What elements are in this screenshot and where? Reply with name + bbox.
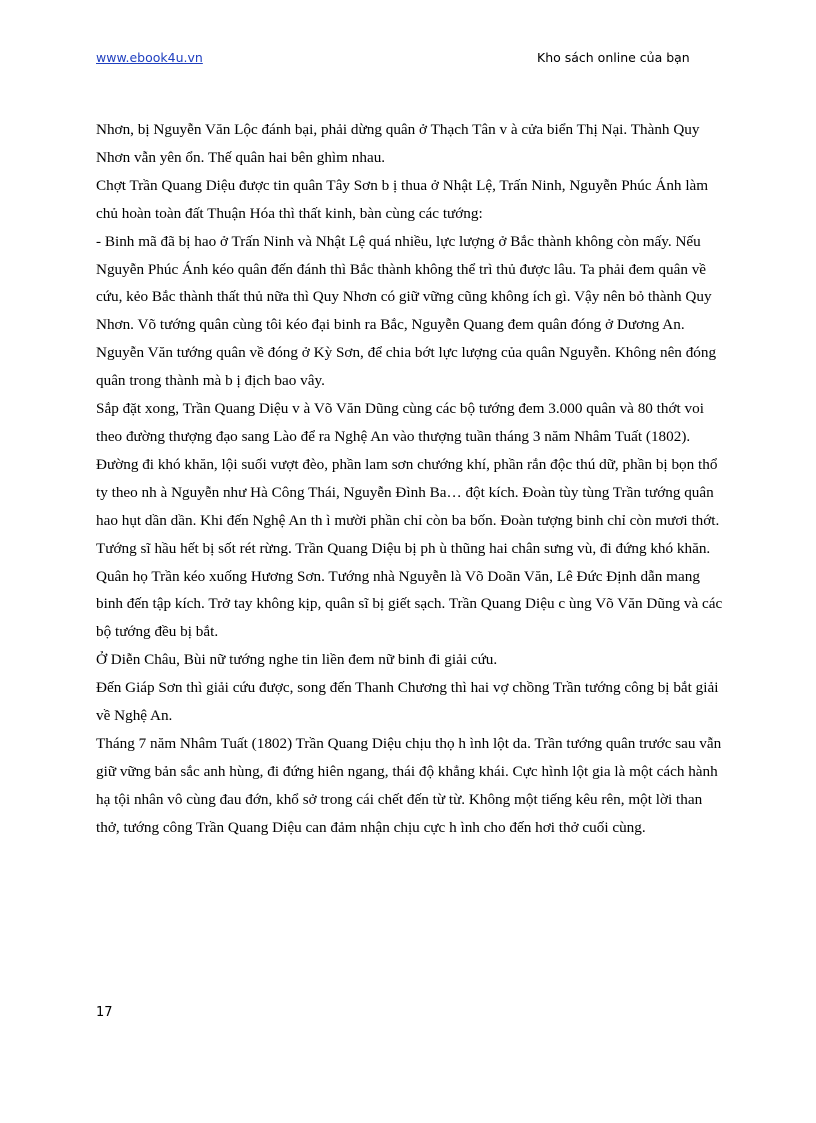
site-link[interactable]: www.ebook4u.vn [96, 50, 203, 65]
paragraph: Ở Diễn Châu, Bùi nữ tướng nghe tin liền đem nữ binh đi giải cứu. [96, 651, 498, 669]
paragraph: Sắp đặt xong, Trần Quang Diệu v à Võ Văn Dũng cùng các bộ tướng đem 3.000 quân và 80 thớt voi theo đường thượng đạo sang Lào để ra Nghệ An vào thượng tuần tháng 3 năm Nhâm Tuất (1802). Đường đi khó khăn, lội suối vượt đèo, phần lam sơn chướng khí, phần rắn độc thú dữ, phần bị bọn thổ ty theo nh à Nguyễn như Hà Công Thái, Nguyễn Đình Ba… đột kích. Đoàn tùy tùng Trần tướng quân hao hụt dần dần. Khi đến Nghệ An th ì mười phần chỉ còn ba bốn. Đoàn tượng binh chỉ còn mươi thớt. Tướng sĩ hầu hết bị sốt rét rừng. Trần Quang Diệu bị ph ù thũng hai chân sưng vù, đi đứng khó khăn. [96, 400, 720, 557]
body-text [96, 116, 728, 842]
paragraph: Nhơn, bị Nguyễn Văn Lộc đánh bại, phải dừng quân ở Thạch Tân v à cửa biển Thị Nại. Thành Quy Nhơn vẫn yên ổn. Thế quân hai bên ghìm nhau. [96, 121, 700, 166]
page-header [96, 50, 716, 70]
paragraph: Quân họ Trần kéo xuống Hương Sơn. Tướng nhà Nguyễn là Võ Doãn Văn, Lê Đức Định dẫn mang binh đến tập kích. Trở tay không kịp, quân sĩ bị giết sạch. Trần Quang Diệu c ùng Võ Văn Dũng và các bộ tướng đều bị bắt. [96, 567, 723, 641]
paragraph: Đến Giáp Sơn thì giải cứu được, song đến Thanh Chương thì hai vợ chồng Trần tướng công bị bắt giải về Nghệ An. [96, 679, 719, 725]
paragraph: Tháng 7 năm Nhâm Tuất (1802) Trần Quang Diệu chịu thọ h ình lột da. Trần tướng quân trước sau vẫn giữ vững bản sắc anh hùng, đi đứng hiên ngang, thái độ khẳng khái. Cực hình lột gia là một cách hành hạ tội nhân vô cùng đau đớn, khổ sở trong cái chết đến từ từ. Không một tiếng kêu rên, một lời than thở, tướng công Trần Quang Diệu can đảm nhận chịu cực h ình cho đến hơi thở cuối cùng. [96, 734, 722, 836]
paragraph: - Binh mã đã bị hao ở Trấn Ninh và Nhật Lệ quá nhiều, lực lượng ở Bắc thành không còn mấy. Nếu Nguyễn Phúc Ánh kéo quân đến đánh thì Bắc thành không thể trì thủ được lâu. Ta phải đem quân về cứu, kẻo Bắc thành thất thủ nữa thì Quy Nhơn có giữ vững cũng không ích gì. Vậy nên bỏ thành Quy Nhơn. Võ tướng quân cùng tôi kéo đại binh ra Bắc, Nguyễn Quang đem quân đóng ở Dương An. Nguyễn Văn tướng quân về đóng ở Kỳ Sơn, để chia bớt lực lượng của quân Nguyễn. Không nên đóng quân trong thành mà b ị địch bao vây. [96, 232, 717, 390]
page-number: 17 [96, 1005, 113, 1020]
paragraph: Chợt Trần Quang Diệu được tin quân Tây Sơn b ị thua ở Nhật Lệ, Trấn Ninh, Nguyễn Phúc Ánh làm chủ hoàn toàn đất Thuận Hóa thì thất kinh, bàn cùng các tướng: [96, 176, 709, 222]
header-tagline: Kho sách online của bạn [537, 50, 690, 65]
